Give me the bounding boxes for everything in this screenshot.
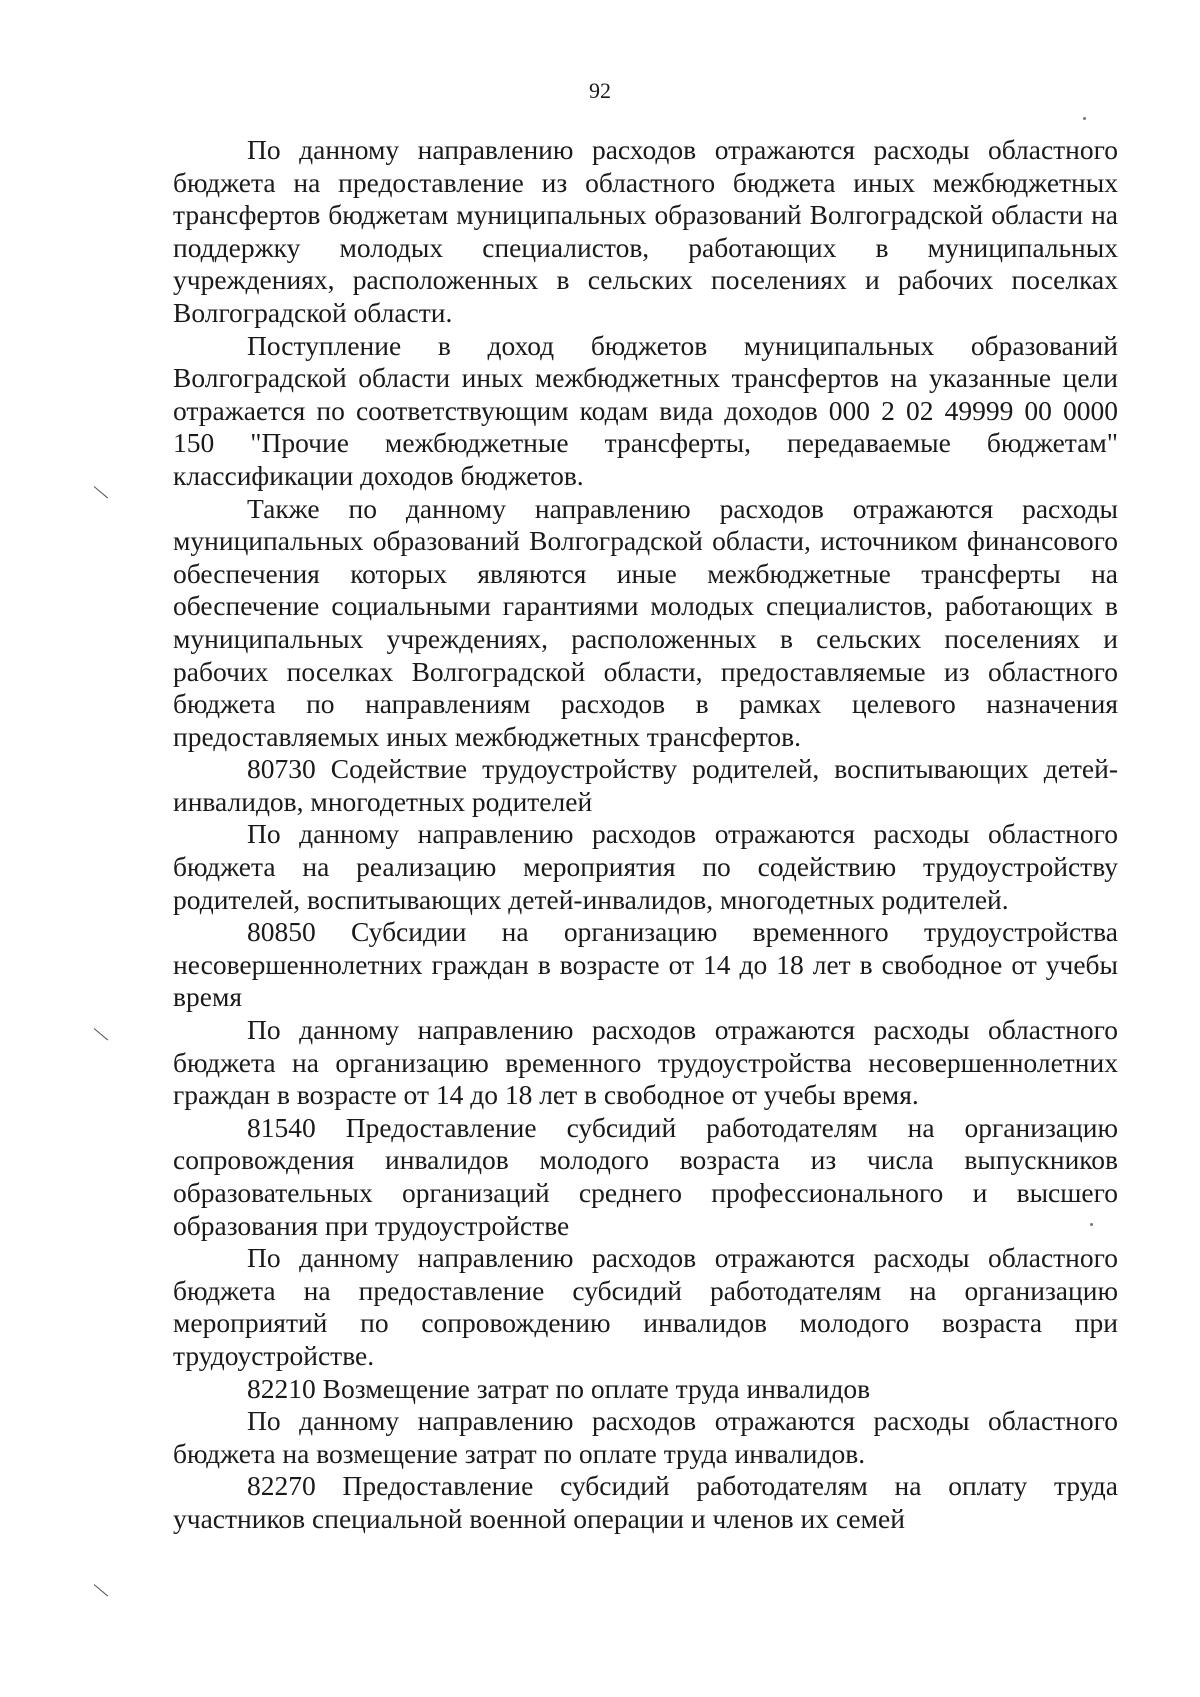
- heading-81540: 81540 Предоставление субсидий работодателям на организацию сопровождения инвалидов молодого возраста из числа выпускников образовательных организаций среднего профессионального и высшего образования при трудоустройстве: [173, 1111, 1118, 1241]
- binding-mark: [94, 1584, 108, 1596]
- scan-speck: [1090, 1223, 1093, 1226]
- binding-mark: [94, 1028, 108, 1040]
- heading-80730: 80730 Содействие трудоустройству родителей, воспитывающих детей-инвалидов, многодетных родителей: [173, 753, 1118, 817]
- page-number: 92: [589, 78, 611, 103]
- paragraph-molodye-specialisty-expenses: По данному направлению расходов отражаются расходы областного бюджета на предоставление из областного бюджета иных межбюджетных трансфертов бюджетам муниципальных образований Волгоградской области на поддержку молодых специалистов, работающих в муниципальных учреждениях, расположенных в сельских поселениях и рабочих поселках Волгоградской области.: [173, 134, 1118, 328]
- heading-80850: 80850 Субсидии на организацию временного трудоустройства несовершеннолетних граждан в возрасте от 14 до 18 лет в свободное от учебы время: [173, 916, 1118, 1013]
- paragraph-income-codes: Поступление в доход бюджетов муниципальных образований Волгоградской области иных межбюджетных трансфертов на указанные цели отражается по соответствующим кодам вида доходов 000 2 02 49999 00 0000 150 "Прочие межбюджетные трансферты, передаваемые бюджетам" классификации доходов бюджетов.: [173, 329, 1118, 491]
- binding-mark: [94, 486, 108, 498]
- paragraph-80850-description: По данному направлению расходов отражаются расходы областного бюджета на организацию временного трудоустройства несовершеннолетних граждан в возрасте от 14 до 18 лет в свободное от учебы время.: [173, 1014, 1118, 1111]
- paragraph-municipal-expenses: Также по данному направлению расходов отражаются расходы муниципальных образований Волгоградской области, источником финансового обеспечения которых являются иные межбюджетные трансферты на обеспечение социальными гарантиями молодых специалистов, работающих в муниципальных учреждениях, расположенных в сельских поселениях и рабочих поселках Волгоградской области, предоставляемые из областного бюджета по направлениям расходов в рамках целевого назначения предоставляемых иных межбюджетных трансфертов.: [173, 492, 1118, 752]
- paragraph-82210-description: По данному направлению расходов отражаются расходы областного бюджета на возмещение затрат по оплате труда инвалидов.: [173, 1405, 1118, 1469]
- paragraph-81540-description: По данному направлению расходов отражаются расходы областного бюджета на предоставление субсидий работодателям на организацию мероприятий по сопровождению инвалидов молодого возраста при трудоустройстве.: [173, 1242, 1118, 1371]
- document-body: [173, 134, 1118, 1536]
- scan-speck: [1083, 117, 1086, 120]
- paragraph-80730-description: По данному направлению расходов отражаются расходы областного бюджета на реализацию мероприятия по содействию трудоустройству родителей, воспитывающих детей-инвалидов, многодетных родителей.: [173, 818, 1118, 915]
- heading-82270: 82270 Предоставление субсидий работодателям на оплату труда участников специальной военной операции и членов их семей: [173, 1470, 1118, 1534]
- heading-82210: 82210 Возмещение затрат по оплате труда инвалидов: [247, 1372, 871, 1404]
